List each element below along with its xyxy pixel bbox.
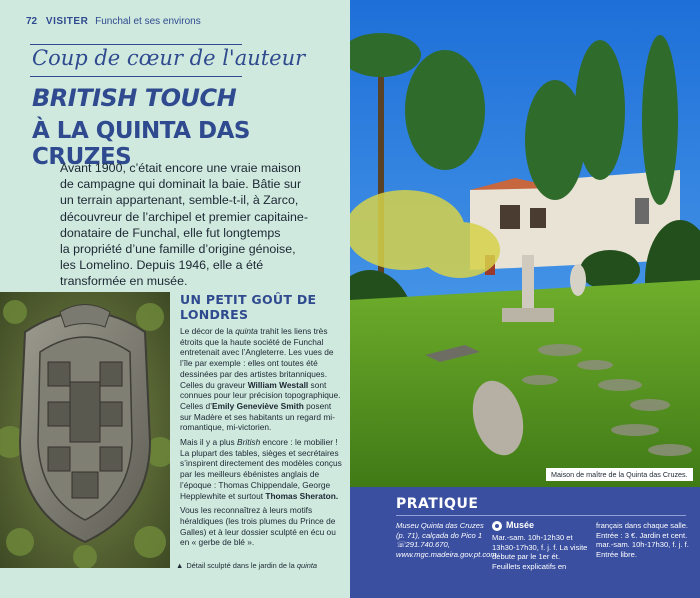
intro-line: les Lomelino. Depuis 1946, elle a été (60, 258, 264, 273)
pratique-title: PRATIQUE (396, 496, 479, 512)
sidebar-article (180, 292, 343, 552)
section-label: VISITER (45, 16, 89, 27)
text-run-bold: Thomas Sheraton. (265, 490, 339, 501)
text-run: Le décor de la (180, 326, 236, 336)
caption-italic: quinta (296, 561, 317, 570)
coat-of-arms-illustration (0, 292, 170, 568)
intro-line: transformée en musée. (60, 274, 188, 289)
pratique-box (350, 487, 700, 598)
coat-of-arms-photo (0, 292, 170, 568)
text-run-italic: quinta (235, 326, 258, 336)
quinta-garden-photo (350, 0, 700, 487)
caption-text: Détail sculpté dans le jardin de la (186, 561, 297, 570)
intro-line: découvreur de l’archipel et premier capitaine- (60, 209, 308, 224)
text-run: posent sur Madère et ses habitants un regard mi-romantique, mi-victorien. (180, 400, 335, 433)
right-photo-caption: Maison de maître de la Quinta das Cruzes. (546, 468, 693, 481)
right-page (350, 0, 700, 598)
coup-divider-bottom (30, 76, 242, 77)
garden-illustration (350, 0, 700, 487)
musee-label: Musée (506, 520, 535, 531)
text-run-bold: William Westall (247, 379, 309, 390)
intro-line: donataire de Funchal, elle fut longtemps (60, 225, 281, 240)
text-run: sont connues pour leur précision topographique. Celles d’ (180, 379, 341, 411)
subsection-label: Funchal et ses environs (95, 16, 201, 27)
pratique-divider (396, 515, 686, 516)
musee-heading (492, 521, 588, 531)
intro-line: un terrain appartenant, semble-t-il, à Zarco, (60, 193, 299, 208)
intro-line: de campagne qui dominait la baie. Bâtie sur (60, 177, 302, 192)
pratique-fees-column (596, 521, 692, 559)
article-paragraph-3: Vous les reconnaîtrez à leurs motifs héraldiques (les trois plumes du Prince de Galles) et à leur dossier sculpté en écu ou en « gerbe de blé ». (180, 505, 336, 548)
intro-line: Avant 1900, c’était encore une vraie maison (60, 161, 301, 175)
pratique-hours: Mar.-sam. 10h-12h30 et 13h30-17h30, f. j. f. La visite débute par le 1er ét. Feuillets explicatifs en (492, 533, 588, 571)
coup-de-coeur-label: Coup de cœur de l'auteur (32, 46, 306, 70)
article-title-line1: BRITISH TOUCH (32, 84, 237, 112)
intro-paragraph (60, 160, 330, 290)
article-title-line2: À LA QUINTA DAS CRUZES (32, 118, 250, 170)
intro-line: la propriété d’une famille d’origine génoise, (60, 242, 296, 257)
text-run-bold: Emily Geneviève Smith (212, 400, 304, 411)
caption-arrow-icon: ▲ (176, 561, 184, 570)
pratique-phone-web: ☏291.740.670, www.mgc.madeira.gov.pt.com. (396, 540, 499, 559)
eye-icon (492, 521, 502, 531)
article-paragraph-2 (180, 437, 343, 501)
text-run-italic: British (237, 437, 261, 448)
page-header (26, 16, 201, 27)
pratique-fees: français dans chaque salle. Entrée : 3 €. Jardin et cent. mar.-sam. 10h-17h30, f. j. f. Entrée libre. (596, 521, 689, 559)
pratique-hours-column (492, 521, 588, 571)
sidebar-article-title: UN PETIT GOÛT DE LONDRES (180, 292, 317, 322)
coup-divider-top (30, 44, 242, 45)
page-number: 72 (26, 16, 38, 27)
text-run: encore : le mobilier ! La plupart des tables, sièges et secrétaires s’inspirent directement des modèles conçus par les meilleurs ébénistes anglais de l’époque : Thomas Chippendale, George Hepplewhite et surtout (180, 437, 342, 501)
text-run: trahit les liens très étroits que la haute société de Funchal entretenait avec l’Angleterre. Les vues de l’île par exemple : elles ont toutes été dessinées par des artistes britanniques. Celles du graveur (180, 326, 334, 390)
left-photo-caption (176, 561, 317, 570)
text-run: Mais il y a plus (180, 437, 238, 448)
pratique-address-column (396, 521, 499, 559)
pratique-address: Museu Quinta das Cruzes (p. 71), calçada do Pico 1 (396, 521, 484, 540)
article-paragraph-1 (180, 326, 343, 433)
